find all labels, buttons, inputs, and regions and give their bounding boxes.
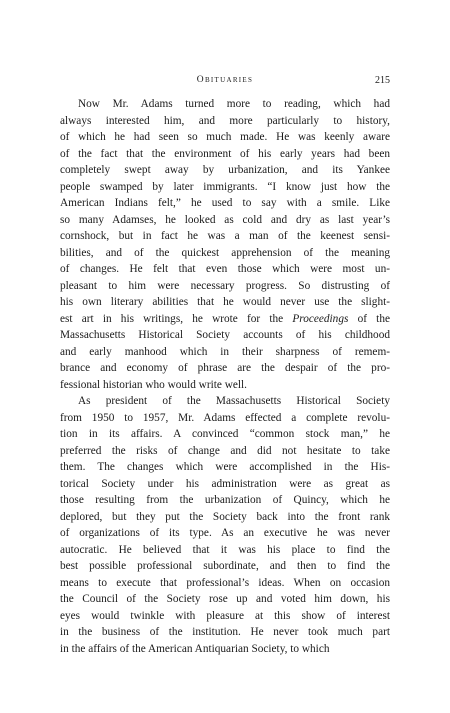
text-line: best possible professional subordinate, and then to find the (60, 560, 390, 572)
text-line: deplored, but they put the Society back into the front rank (60, 510, 390, 523)
text-line: of the fact that the environment of his early years had been (60, 147, 390, 160)
text-line: Massachusetts Historical Society accounts of his childhood (60, 329, 390, 341)
text-line: the Council of the Society rose up and voted him down, his (60, 593, 390, 605)
running-head-title: Obituaries (196, 75, 254, 85)
text-line: preferred the risks of change and did not hesitate to take (60, 444, 390, 457)
text-line: and early manhood which in their sharpness of remem- (60, 345, 390, 358)
text-line: tion in its affairs. A convinced “common stock man,” he (60, 428, 390, 440)
text-line: in the business of the institution. He never took much part (60, 626, 390, 638)
text-line: of organizations of its type. As an executive he was never (60, 527, 390, 539)
text-line: in the affairs of the American Antiquarian Society, to which (60, 642, 330, 655)
text-line: them. The changes which were accomplished in the His- (60, 461, 390, 473)
italic-title: Proceedings (292, 312, 349, 325)
running-head (60, 75, 390, 89)
text-line: est art in his writings, he wrote for the Proceedings of the (60, 312, 390, 325)
text-line: means to execute that professional’s ideas. When on occasion (60, 576, 390, 589)
page-number: 215 (375, 75, 390, 86)
text-line: always interested him, and more particularly to history, (60, 114, 390, 127)
text-line: those resulting from the urbanization of Quincy, which he (60, 494, 390, 506)
text-line: fessional historian who would write well. (60, 378, 247, 391)
text-line: bilities, and of the quickest apprehension of the meaning (60, 246, 390, 259)
text-line: his own literary abilities that he would never use the slight- (60, 296, 390, 308)
paragraph (60, 96, 390, 393)
body-text (60, 96, 390, 657)
text-line: of changes. He felt that even those which were most un- (60, 263, 390, 275)
text-line: pleasant to him were necessary progress. So distrusting of (60, 279, 390, 292)
text-line: American Indians felt,” he used to say with a smile. Like (60, 197, 390, 209)
text-line: cornshock, but in fact he was a man of the keenest sensi- (60, 230, 390, 242)
text-line: completely swept away by urbanization, and its Yankee (60, 164, 390, 176)
text-line: brance and economy of phrase are the despair of the pro- (60, 362, 390, 374)
text-line: torical Society under his administration were as great as (60, 477, 390, 490)
text-line: people swamped by later immigrants. “I know just how the (60, 180, 390, 193)
text-line: autocratic. He believed that it was his place to find the (60, 543, 390, 556)
text-line: eyes would twinkle with pleasure at this show of interest (60, 609, 390, 622)
text-line: so many Adamses, he looked as cold and dry as last year’s (60, 213, 390, 226)
text-line: of which he had seen so much made. He was keenly aware (60, 131, 390, 143)
text-line: Now Mr. Adams turned more to reading, which had (78, 98, 390, 110)
paragraph (60, 393, 390, 657)
text-line: from 1950 to 1957, Mr. Adams effected a complete revolu- (60, 411, 390, 424)
text-line: As president of the Massachusetts Historical Society (78, 395, 390, 407)
